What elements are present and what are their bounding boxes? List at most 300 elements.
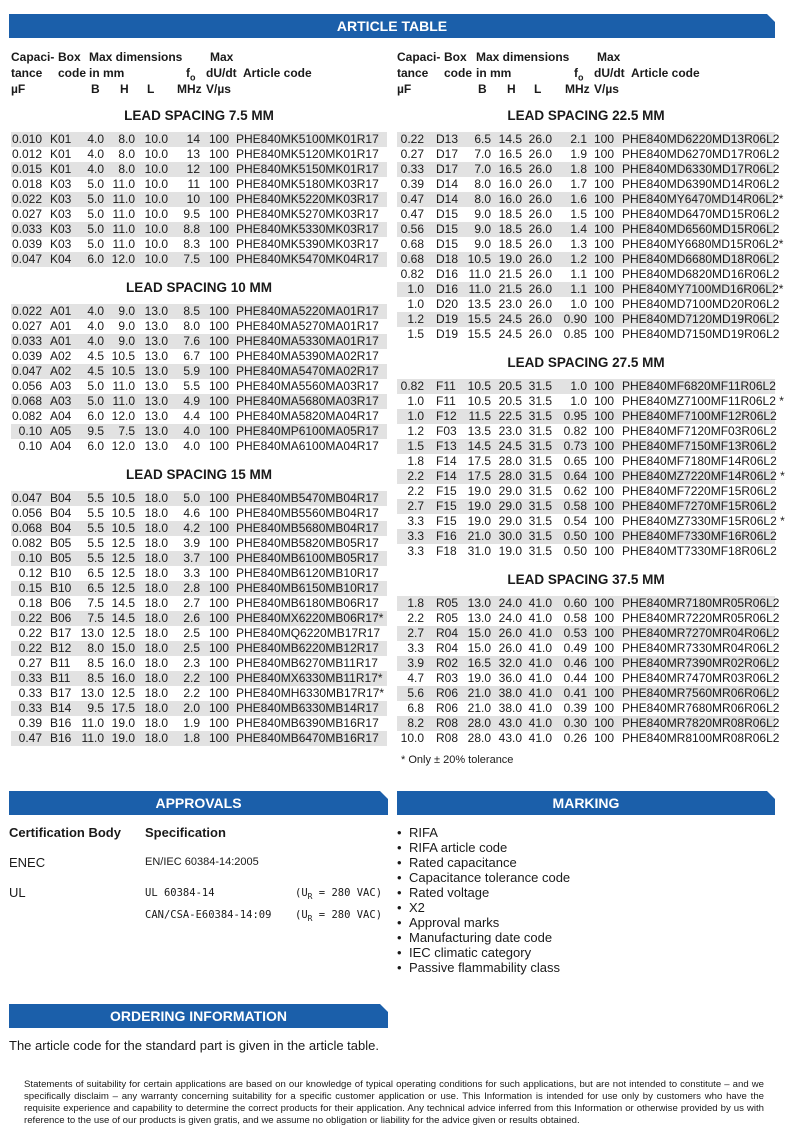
ul-rating-2 <box>295 909 382 923</box>
cell-dim-l: 13.0 <box>144 394 168 408</box>
header-box: Box <box>58 50 81 64</box>
cell-dudt: 100 <box>208 364 229 378</box>
cell-dudt: 100 <box>593 192 614 206</box>
marking-item: • Passive flammability class <box>397 960 570 975</box>
header-max-dimensions: Max dimensions <box>89 50 183 64</box>
cell-dim-h: 18.5 <box>498 237 522 251</box>
cell-dim-b: 28.0 <box>467 731 491 745</box>
cell-article-code: PHE840MB6180MB06R17 <box>236 596 379 610</box>
cell-capacitance: 5.6 <box>407 686 424 700</box>
cell-dim-b: 4.0 <box>87 147 104 161</box>
cell-dudt: 100 <box>593 454 614 468</box>
cell-dim-h: 38.0 <box>498 701 522 715</box>
cell-article-code: PHE840MB6470MB16R17 <box>236 731 379 745</box>
cell-dim-l: 13.0 <box>144 424 168 438</box>
cell-capacitance: 0.22 <box>400 132 424 146</box>
enec-spec: EN/IEC 60384-14:2005 <box>145 856 259 868</box>
cell-fo: 2.7 <box>183 596 200 610</box>
cell-box-code: B05 <box>50 536 72 550</box>
cell-article-code: PHE840MY6470MD14R06L2* <box>622 192 784 206</box>
header-max: Max <box>597 50 621 64</box>
cell-capacitance: 3.3 <box>407 529 424 543</box>
table-row <box>11 491 387 506</box>
cell-box-code: A01 <box>50 319 72 333</box>
cell-box-code: D19 <box>436 312 459 326</box>
header-b: B <box>91 82 100 96</box>
cell-fo: 0.64 <box>563 469 587 483</box>
cell-dim-b: 8.0 <box>474 177 491 191</box>
disclaimer-text: Statements of suitability for certain applications are based on our knowledge of typical operating conditions for such applications, but are not intended to constitute – and we specifically disclaim – any warranty concerning suitability for a specific customer application or use. This Information is intended for use only by customers who have the requisite experience and capability to determine the correct products for their application. Any technical advice inferred from this Information or otherwise provided by us with reference to the use of our products is given gratis, and we assume no obligation or liability for the advice given or results obtained. <box>24 1079 764 1126</box>
table-row <box>397 611 780 626</box>
cell-article-code: PHE840MY6680MD15R06L2* <box>622 237 784 251</box>
cell-capacitance: 0.015 <box>11 162 42 176</box>
cell-dim-b: 4.0 <box>87 162 104 176</box>
cell-capacitance: 0.039 <box>11 237 42 251</box>
cell-dim-h: 16.0 <box>111 656 135 670</box>
cell-dim-l: 13.0 <box>144 334 168 348</box>
table-row <box>397 596 780 611</box>
cell-dim-b: 4.0 <box>87 304 104 318</box>
cell-dim-b: 4.0 <box>87 334 104 348</box>
table-row <box>11 439 387 454</box>
header-article-code: Article code <box>631 66 700 80</box>
cell-fo: 0.82 <box>563 424 587 438</box>
header-b: B <box>478 82 487 96</box>
cell-dim-l: 26.0 <box>528 147 552 161</box>
cell-capacitance: 0.47 <box>400 207 424 221</box>
cell-dim-b: 8.5 <box>87 671 104 685</box>
cell-dim-b: 6.0 <box>87 409 104 423</box>
cell-dim-l: 26.0 <box>528 297 552 311</box>
cell-fo: 5.9 <box>183 364 200 378</box>
cell-dim-b: 7.5 <box>87 596 104 610</box>
cell-box-code: F14 <box>436 454 457 468</box>
cell-dim-h: 18.5 <box>498 222 522 236</box>
table-row <box>11 319 387 334</box>
cell-dudt: 100 <box>208 394 229 408</box>
table-row <box>397 237 784 252</box>
table-row <box>397 529 775 544</box>
cell-dudt: 100 <box>208 716 229 730</box>
cell-dim-b: 5.0 <box>87 177 104 191</box>
table-row <box>11 596 387 611</box>
cell-dim-l: 26.0 <box>528 282 552 296</box>
header-max-dimensions-2: in mm <box>476 66 512 80</box>
cell-article-code: PHE840MK5120MK01R17 <box>236 147 379 161</box>
cell-dim-l: 13.0 <box>144 439 168 453</box>
cell-capacitance: 0.33 <box>18 671 42 685</box>
cell-dim-b: 15.5 <box>467 327 491 341</box>
table-row <box>11 349 387 364</box>
cell-dim-l: 26.0 <box>528 132 552 146</box>
cell-dim-l: 10.0 <box>144 162 168 176</box>
table-row <box>11 394 387 409</box>
cell-dim-b: 21.0 <box>467 529 491 543</box>
cell-dudt: 100 <box>593 409 614 423</box>
cell-article-code: PHE840MK5100MK01R17 <box>236 132 379 146</box>
header-box-2: code <box>444 66 473 80</box>
cell-box-code: K03 <box>50 237 72 251</box>
table-row <box>397 267 780 282</box>
cell-dim-b: 6.5 <box>87 581 104 595</box>
cell-dim-l: 13.0 <box>144 349 168 363</box>
cell-dim-b: 19.0 <box>467 484 491 498</box>
cell-box-code: D14 <box>436 177 459 191</box>
cell-box-code: B16 <box>50 716 72 730</box>
cell-dim-h: 36.0 <box>498 671 522 685</box>
cell-dim-l: 31.5 <box>528 394 552 408</box>
cell-fo: 1.1 <box>570 267 587 281</box>
section-title: LEAD SPACING 10 MM <box>125 280 272 295</box>
table-row <box>11 334 387 349</box>
header-vus: V/µs <box>206 82 231 96</box>
cell-fo: 4.0 <box>183 424 200 438</box>
cell-article-code: PHE840MA5330MA01R17 <box>236 334 379 348</box>
cell-article-code: PHE840MK5150MK01R17 <box>236 162 379 176</box>
cell-fo: 5.5 <box>183 379 200 393</box>
cell-box-code: F15 <box>436 499 457 513</box>
cell-box-code: D15 <box>436 222 459 236</box>
header-h: H <box>507 82 516 96</box>
cell-dudt: 100 <box>208 304 229 318</box>
cell-dim-h: 12.5 <box>111 581 135 595</box>
cell-dim-b: 21.0 <box>467 701 491 715</box>
cell-article-code: PHE840MZ7220MF14R06L2 * <box>622 469 785 483</box>
ordering-title: ORDERING INFORMATION <box>9 1004 388 1028</box>
table-row <box>11 177 387 192</box>
article-table-right <box>397 49 785 746</box>
cell-capacitance: 0.027 <box>11 319 42 333</box>
cell-dudt: 100 <box>593 424 614 438</box>
cell-fo: 1.0 <box>570 297 587 311</box>
cell-dudt: 100 <box>208 521 229 535</box>
header-article-code: Article code <box>243 66 312 80</box>
cell-dim-h: 26.0 <box>498 641 522 655</box>
cell-article-code: PHE840MA5470MA02R17 <box>236 364 379 378</box>
cell-dim-l: 41.0 <box>528 686 552 700</box>
cell-box-code: D17 <box>436 147 459 161</box>
marking-item: • IEC climatic category <box>397 945 570 960</box>
cell-dim-b: 4.5 <box>87 349 104 363</box>
cell-fo: 2.0 <box>183 701 200 715</box>
cell-box-code: D13 <box>436 132 459 146</box>
table-row <box>397 312 780 327</box>
cell-dudt: 100 <box>208 334 229 348</box>
table-row <box>11 379 387 394</box>
cell-box-code: A02 <box>50 364 72 378</box>
cell-dim-b: 11.5 <box>468 409 491 423</box>
cell-dim-b: 11.0 <box>81 716 104 730</box>
cell-article-code: PHE840MT7330MF18R06L2 <box>622 544 777 558</box>
cell-dudt: 100 <box>208 656 229 670</box>
header-max-dimensions-2: in mm <box>89 66 125 80</box>
cell-dudt: 100 <box>208 439 229 453</box>
left-sections <box>11 108 387 746</box>
cell-capacitance: 1.0 <box>407 282 424 296</box>
table-row <box>397 192 784 207</box>
cell-dudt: 100 <box>593 626 614 640</box>
cell-dudt: 100 <box>593 514 614 528</box>
cell-dim-l: 10.0 <box>144 252 168 266</box>
cell-fo: 0.58 <box>563 611 587 625</box>
table-row <box>397 514 785 529</box>
header-capacitance: Capaci- <box>11 50 55 64</box>
cell-box-code: D17 <box>436 162 459 176</box>
cell-capacitance: 3.3 <box>407 514 424 528</box>
cell-fo: 2.5 <box>183 626 200 640</box>
cell-dim-l: 18.0 <box>144 581 168 595</box>
cell-capacitance: 0.33 <box>18 686 42 700</box>
section-table <box>11 132 387 267</box>
cell-dim-h: 16.0 <box>498 192 522 206</box>
table-row <box>397 177 780 192</box>
marking-item: • Rated capacitance <box>397 855 570 870</box>
cell-article-code: PHE840MR7680MR06R06L2 <box>622 701 780 715</box>
cell-dim-h: 21.5 <box>498 267 522 281</box>
cell-box-code: K03 <box>50 192 72 206</box>
cell-dim-l: 26.0 <box>528 252 552 266</box>
cell-fo: 4.6 <box>183 506 200 520</box>
cell-box-code: R08 <box>436 716 459 730</box>
marking-item: • RIFA <box>397 825 570 840</box>
cell-dim-l: 26.0 <box>528 207 552 221</box>
cell-dudt: 100 <box>593 469 614 483</box>
cell-capacitance: 0.022 <box>11 304 42 318</box>
table-row <box>11 162 387 177</box>
table-row <box>397 424 775 439</box>
cell-dim-b: 5.0 <box>87 192 104 206</box>
cell-capacitance: 0.22 <box>18 626 42 640</box>
cell-dim-h: 28.0 <box>498 469 522 483</box>
marking-list <box>397 825 570 975</box>
cell-dim-l: 26.0 <box>528 162 552 176</box>
cell-fo: 2.2 <box>183 671 200 685</box>
section-title: LEAD SPACING 37.5 MM <box>507 572 665 587</box>
header-dudt: dU/dt <box>206 66 237 80</box>
cell-dim-l: 18.0 <box>144 596 168 610</box>
cell-article-code: PHE840MB5680MB04R17 <box>236 521 379 535</box>
cell-box-code: B12 <box>50 641 72 655</box>
cell-dim-h: 10.5 <box>111 364 135 378</box>
cell-dudt: 100 <box>208 252 229 266</box>
cell-box-code: D15 <box>436 237 459 251</box>
cell-article-code: PHE840MB6220MB12R17 <box>236 641 379 655</box>
table-row <box>397 671 780 686</box>
cell-article-code: PHE840MD6470MD15R06L2 <box>622 207 780 221</box>
cell-box-code: B10 <box>50 581 72 595</box>
ul-spec-2: CAN/CSA-E60384-14:09 <box>145 909 272 921</box>
section-table <box>11 304 387 454</box>
cell-box-code: R02 <box>436 656 459 670</box>
cell-fo: 4.4 <box>183 409 200 423</box>
cell-dim-l: 26.0 <box>528 267 552 281</box>
cell-box-code: B05 <box>50 551 72 565</box>
cell-article-code: PHE840MK5180MK03R17 <box>236 177 379 191</box>
header-capacitance: Capaci- <box>397 50 441 64</box>
table-row <box>11 716 387 731</box>
cell-dim-l: 31.5 <box>528 469 552 483</box>
cell-box-code: B17 <box>50 626 72 640</box>
cell-dim-l: 31.5 <box>528 544 552 558</box>
cell-capacitance: 0.022 <box>11 192 42 206</box>
cell-fo: 0.54 <box>563 514 587 528</box>
cell-dim-b: 11.0 <box>468 267 491 281</box>
cell-dudt: 100 <box>593 656 614 670</box>
cell-box-code: D16 <box>436 267 459 281</box>
cell-dim-h: 23.0 <box>498 297 522 311</box>
cell-capacitance: 0.15 <box>18 581 42 595</box>
cell-dudt: 100 <box>593 147 614 161</box>
cell-box-code: D20 <box>436 297 459 311</box>
marking-item: • Capacitance tolerance code <box>397 870 570 885</box>
cell-fo: 1.9 <box>570 147 587 161</box>
cell-dim-h: 9.0 <box>118 334 135 348</box>
header-box-2: code <box>58 66 87 80</box>
cell-fo: 0.95 <box>563 409 587 423</box>
cell-dim-l: 31.5 <box>528 484 552 498</box>
table-row <box>11 686 387 701</box>
cell-fo: 0.30 <box>563 716 587 730</box>
cell-fo: 9.5 <box>183 207 200 221</box>
cell-dudt: 100 <box>593 544 614 558</box>
cell-dim-b: 14.5 <box>467 439 491 453</box>
cell-dim-l: 26.0 <box>528 222 552 236</box>
cell-box-code: R03 <box>436 671 459 685</box>
cell-fo: 14 <box>186 132 200 146</box>
cell-fo: 0.39 <box>563 701 587 715</box>
cell-dudt: 100 <box>208 147 229 161</box>
cell-dim-b: 16.5 <box>467 656 491 670</box>
cell-dim-b: 6.0 <box>87 252 104 266</box>
approvals-title: APPROVALS <box>9 791 388 815</box>
cell-dim-h: 43.0 <box>498 731 522 745</box>
cell-dim-l: 18.0 <box>144 506 168 520</box>
cell-article-code: PHE840MZ7100MF11R06L2 * <box>622 394 784 408</box>
header-h: H <box>120 82 129 96</box>
cell-box-code: B06 <box>50 596 72 610</box>
cell-dim-l: 18.0 <box>144 686 168 700</box>
cell-dim-b: 5.5 <box>87 491 104 505</box>
cell-dim-h: 12.5 <box>111 551 135 565</box>
cell-dim-l: 10.0 <box>144 147 168 161</box>
cell-capacitance: 0.068 <box>11 394 42 408</box>
cell-dim-h: 8.0 <box>118 132 135 146</box>
header-fo-f: f <box>186 66 190 80</box>
cell-article-code: PHE840MR8100MR08R06L2 <box>622 731 780 745</box>
cell-dim-b: 13.0 <box>467 611 491 625</box>
table-row <box>397 327 780 342</box>
cell-dim-l: 41.0 <box>528 656 552 670</box>
cell-fo: 10 <box>186 192 200 206</box>
cell-fo: 0.50 <box>563 544 587 558</box>
table-row <box>11 701 387 716</box>
cell-dudt: 100 <box>208 701 229 715</box>
cell-dim-l: 18.0 <box>144 536 168 550</box>
cell-fo: 1.9 <box>183 716 200 730</box>
cell-dim-h: 28.0 <box>498 454 522 468</box>
cell-box-code: K01 <box>50 132 72 146</box>
cell-dim-l: 18.0 <box>144 731 168 745</box>
cell-capacitance: 1.0 <box>407 409 424 423</box>
cell-dim-l: 18.0 <box>144 611 168 625</box>
cell-dudt: 100 <box>593 701 614 715</box>
cell-dim-h: 30.0 <box>498 529 522 543</box>
cell-article-code: PHE840MK5270MK03R17 <box>236 207 379 221</box>
cell-dudt: 100 <box>208 611 229 625</box>
cell-fo: 7.5 <box>183 252 200 266</box>
table-row <box>397 297 780 312</box>
cell-article-code: PHE840MD6820MD16R06L2 <box>622 267 780 281</box>
cell-dim-b: 15.0 <box>467 626 491 640</box>
table-row <box>397 282 784 297</box>
table-row <box>11 192 387 207</box>
cell-dim-h: 7.5 <box>118 424 135 438</box>
cell-dudt: 100 <box>593 282 614 296</box>
table-row <box>397 469 785 484</box>
cell-dim-h: 14.5 <box>111 596 135 610</box>
cell-dim-l: 31.5 <box>528 529 552 543</box>
cell-article-code: PHE840MA5390MA02R17 <box>236 349 379 363</box>
table-row <box>11 536 387 551</box>
header-capacitance-unit: µF <box>11 82 26 96</box>
cell-dudt: 100 <box>593 686 614 700</box>
cell-article-code: PHE840MF6820MF11R06L2 <box>622 379 776 393</box>
cell-capacitance: 0.033 <box>11 334 42 348</box>
cell-box-code: A03 <box>50 379 72 393</box>
cell-dim-h: 43.0 <box>498 716 522 730</box>
header-l: L <box>147 82 155 96</box>
cell-fo: 0.50 <box>563 529 587 543</box>
cell-dim-l: 41.0 <box>528 701 552 715</box>
cell-box-code: R08 <box>436 731 459 745</box>
article-table-title: ARTICLE TABLE <box>9 14 775 38</box>
cell-capacitance: 0.033 <box>11 222 42 236</box>
ul-body: UL <box>9 885 26 900</box>
header-mhz: MHz <box>177 82 202 96</box>
cell-dudt: 100 <box>593 162 614 176</box>
cell-dim-b: 13.0 <box>80 626 104 640</box>
cell-dim-b: 4.5 <box>87 364 104 378</box>
cell-capacitance: 0.82 <box>400 379 424 393</box>
tolerance-footnote: * Only ± 20% tolerance <box>401 754 514 766</box>
cell-dim-l: 26.0 <box>528 327 552 341</box>
cell-fo: 2.1 <box>570 132 587 146</box>
cell-dim-l: 13.0 <box>144 319 168 333</box>
cell-dudt: 100 <box>593 671 614 685</box>
header-dudt: dU/dt <box>594 66 625 80</box>
cell-article-code: PHE840MR7220MR05R06L2 <box>622 611 780 625</box>
cell-article-code: PHE840MH6330MB17R17* <box>236 686 385 700</box>
cell-fo: 2.5 <box>183 641 200 655</box>
cell-box-code: R06 <box>436 686 459 700</box>
approvals-col-spec: Specification <box>145 825 226 840</box>
cell-dim-b: 19.0 <box>467 514 491 528</box>
cell-fo: 0.60 <box>563 596 587 610</box>
cell-fo: 0.44 <box>563 671 587 685</box>
header-mhz: MHz <box>565 82 590 96</box>
cell-dim-b: 5.5 <box>87 551 104 565</box>
cell-dim-b: 6.5 <box>87 566 104 580</box>
cell-dim-l: 18.0 <box>144 701 168 715</box>
cell-capacitance: 0.039 <box>11 349 42 363</box>
cell-article-code: PHE840MK5330MK03R17 <box>236 222 379 236</box>
cell-dim-b: 4.0 <box>87 132 104 146</box>
cell-dudt: 100 <box>593 499 614 513</box>
cell-dim-h: 26.0 <box>498 626 522 640</box>
table-row <box>397 731 780 746</box>
cell-capacitance: 0.056 <box>11 379 42 393</box>
header-vus: V/µs <box>594 82 619 96</box>
